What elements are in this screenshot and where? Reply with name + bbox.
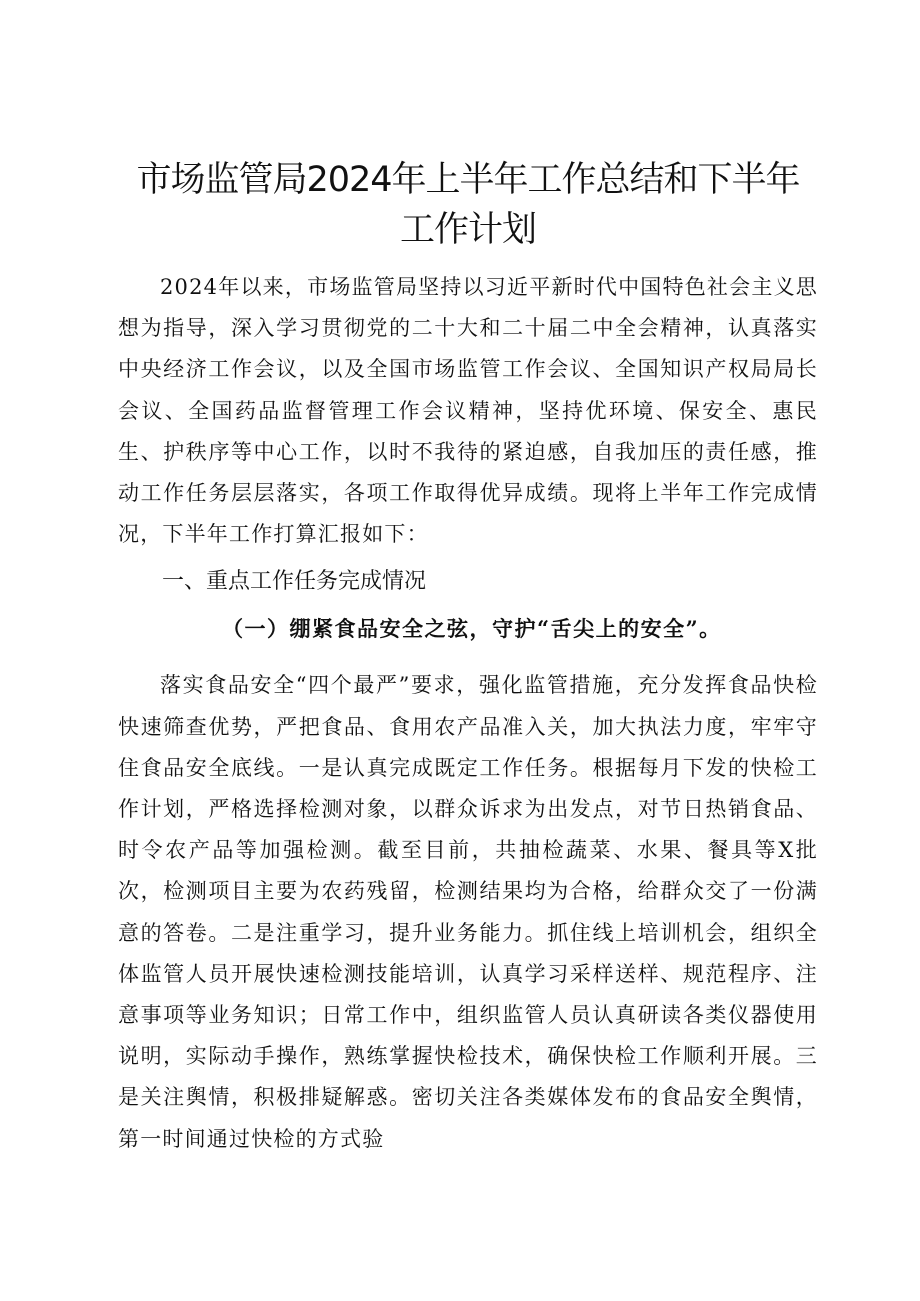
body-paragraph-1: 落实食品安全“四个最严”要求，强化监管措施，充分发挥食品快检快速筛查优势，严把食品、食用农产品准入关，加大执法力度，牢牢守住食品安全底线。一是认真完成既定工作任务。根据每月下发的快检工作计划，严格选择检测对象，以群众诉求为出发点，对节日热销食品、时令农产品等加强检测。截至目前，共抽检蔬菜、水果、餐具等X批次，检测项目主要为农药残留，检测结果均为合格，给群众交了一份满意的答卷。二是注重学习，提升业务能力。抓住线上培训机会，组织全体监管人员开展快速检测技能培训，认真学习采样送样、规范程序、注意事项等业务知识；日常工作中，组织监管人员认真研读各类仪器使用说明，实际动手操作，熟练掌握快检技术，确保快检工作顺利开展。三是关注舆情，积极排疑解惑。密切关注各类媒体发布的食品安全舆情，第一时间通过快检的方式验 bbox=[118, 673, 818, 1151]
title-line-1: 市场监管局2024年上半年工作总结和下半年 bbox=[136, 160, 800, 200]
intro-paragraph: 2024年以来，市场监管局坚持以习近平新时代中国特色社会主义思想为指导，深入学习贯彻党的二十大和二十届二中全会精神，认真落实中央经济工作会议，以及全国市场监管工作会议、全国知识产权局局长会议、全国药品监督管理工作会议精神，坚持优环境、保安全、惠民生、护秩序等中心工作，以时不我待的紧迫感，自我加压的责任感，推动工作任务层层落实，各项工作取得优异成绩。现将上半年工作完成情况，下半年工作打算汇报如下： bbox=[118, 275, 818, 547]
section-heading-1: 一、重点工作任务完成情况 bbox=[162, 569, 427, 595]
subsection-heading-1: （一）绷紧食品安全之弦，守护“舌尖上的安全”。 bbox=[222, 616, 722, 642]
document-title bbox=[118, 155, 818, 255]
title-line-2: 工作计划 bbox=[399, 210, 536, 250]
